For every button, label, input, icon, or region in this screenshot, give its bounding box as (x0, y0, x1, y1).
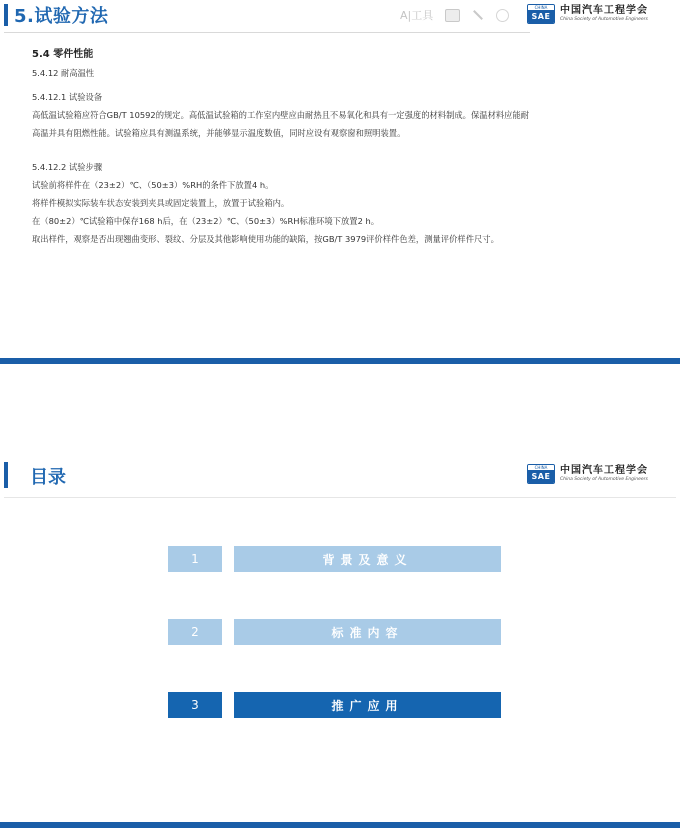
logo-text (560, 6, 648, 23)
step-3: 在（80±2）℃试验箱中保存168 h后，在（23±2）℃、（50±3）%RH标准环境下放置2 h。 (32, 216, 380, 226)
logo-box-bottom-text: SAE (528, 471, 554, 483)
equipment-line-1: 高低温试验箱应符合GB/T 10592的规定。高低温试验箱的工作室内壁应由耐热且不易氧化和具有一定强度的材料制成。保温材料应能耐 (32, 110, 530, 120)
equipment-heading: 5.4.12.1 试验设备 (32, 92, 103, 102)
logo-name-cn: 中国汽车工程学会 (560, 4, 648, 16)
pen-icon (473, 10, 483, 20)
slide-divider-top (0, 358, 680, 364)
logo-box-top-text: CHINA (528, 465, 554, 471)
equipment-line-2: 高温并具有阻燃性能。试验箱应具有测温系统，并能够显示温度数值，同时应设有观察窗和照明装置。 (32, 128, 406, 138)
overlay-toolbar (400, 3, 520, 27)
image-icon (445, 9, 460, 22)
steps-heading: 5.4.12.2 试验步骤 (32, 162, 103, 172)
toc-item-3-label[interactable]: 推广应用 (234, 692, 501, 718)
ai-tool-label: A|工具 (400, 9, 434, 22)
toc-title-underline (4, 497, 676, 498)
step-2: 将样件模拟实际装车状态安装到夹具或固定装置上，放置于试验箱内。 (32, 198, 290, 208)
toc-item-2-number[interactable]: 2 (168, 619, 222, 645)
logo-name-en: China Society of Automotive Engineers (560, 476, 648, 482)
toc-item-1-number[interactable]: 1 (168, 546, 222, 572)
toc-title-accent-bar (4, 462, 8, 488)
sae-logo-icon (527, 464, 555, 484)
more-tool-button[interactable] (496, 9, 509, 22)
toc-title: 目录 (30, 467, 66, 488)
pen-tool-button[interactable] (472, 14, 484, 16)
circle-icon (496, 9, 509, 22)
toc-item-2-label[interactable]: 标准内容 (234, 619, 501, 645)
slide-divider-bottom (0, 822, 680, 828)
logo-box-top-text: CHINA (528, 5, 554, 11)
title-accent-bar (4, 4, 8, 26)
toc-item-3-number[interactable]: 3 (168, 692, 222, 718)
csae-logo (527, 464, 648, 484)
csae-logo (527, 4, 648, 24)
logo-name-en: China Society of Automotive Engineers (560, 16, 648, 22)
sae-logo-icon (527, 4, 555, 24)
ai-tool-button[interactable] (400, 7, 433, 23)
slide-title: 5.试验方法 (14, 6, 109, 27)
section-heading: 5.4 零件性能 (32, 49, 94, 60)
image-tool-button[interactable] (445, 9, 460, 22)
item-heading: 5.4.12 耐高温性 (32, 68, 95, 78)
logo-text (560, 466, 648, 483)
slide-test-method (0, 0, 680, 368)
step-1: 试验前将样件在（23±2）℃、（50±3）%RH的条件下放置4 h。 (32, 180, 274, 190)
toc-item-1-label[interactable]: 背景及意义 (234, 546, 501, 572)
step-4: 取出样件，观察是否出现翘曲变形、裂纹、分层及其他影响使用功能的缺陷，按GB/T 3979评价样件色差，测量评价样件尺寸。 (32, 234, 499, 244)
logo-box-bottom-text: SAE (528, 11, 554, 23)
title-underline (4, 32, 530, 33)
logo-name-cn: 中国汽车工程学会 (560, 464, 648, 476)
